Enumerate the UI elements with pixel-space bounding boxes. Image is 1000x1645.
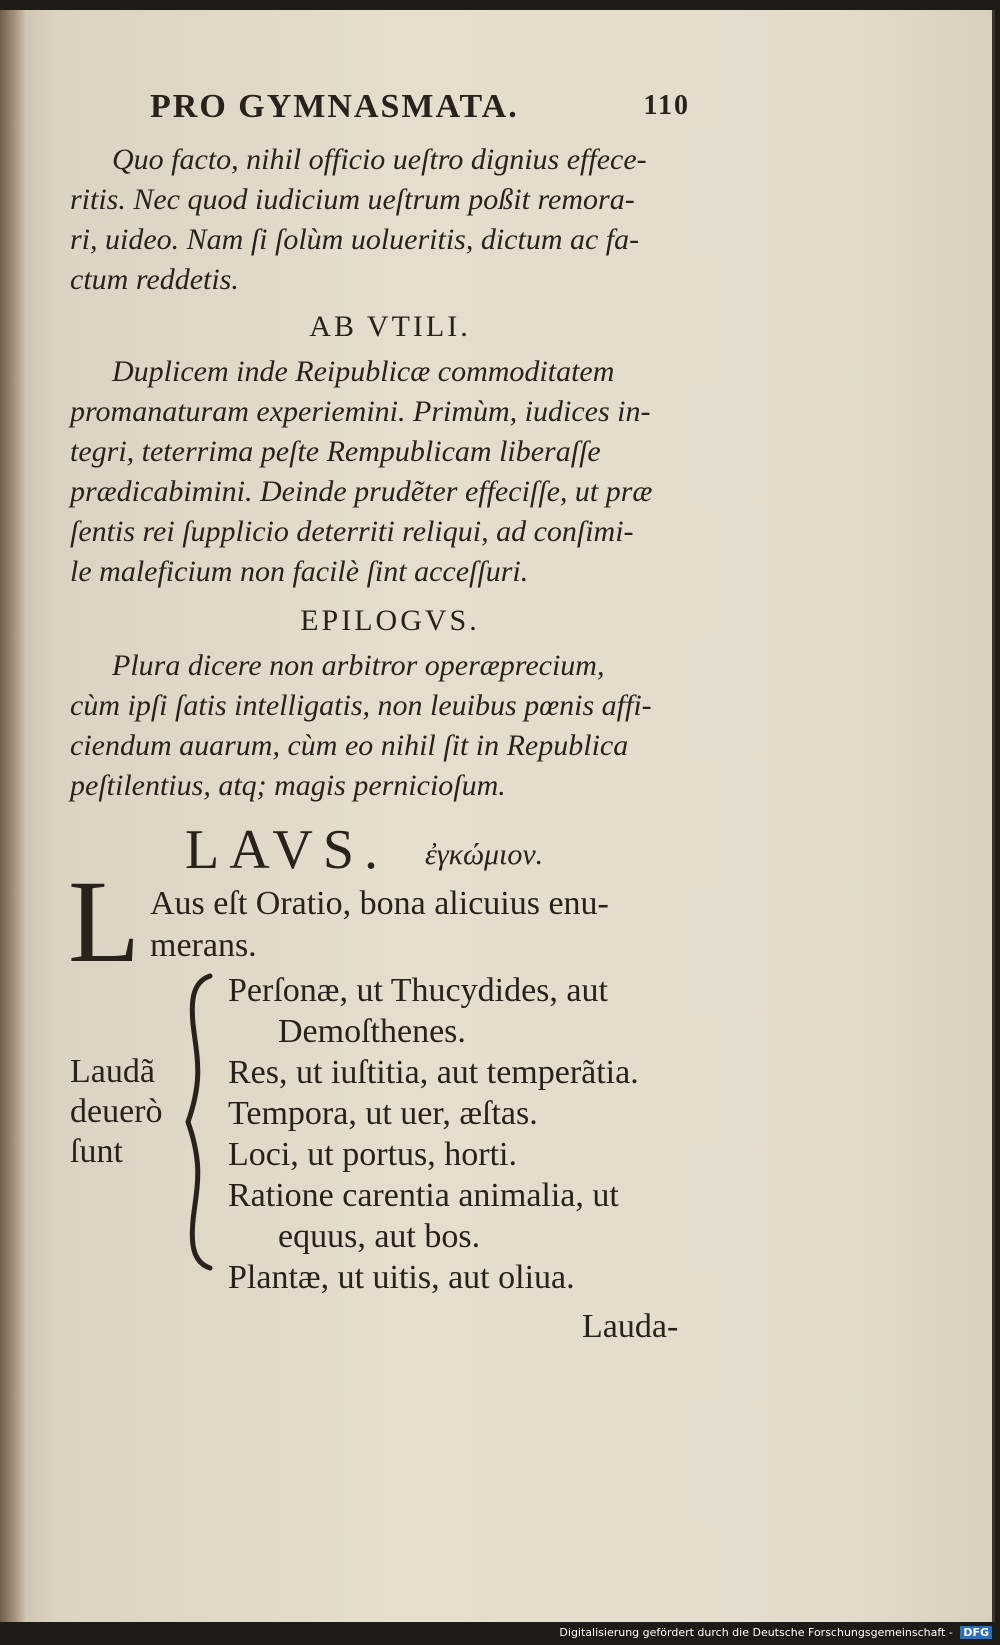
list-item: Loci, ut portus, horti. [228,1136,517,1173]
definition-line-1: Aus eſt Oratio, bona alicuius enu- [150,885,609,922]
heading-epilogus: EPILOGVS. [300,604,480,637]
paragraph-1 [70,140,710,300]
side-label-line: ſunt [70,1133,123,1170]
list-item: Ratione carentia animalia, ut [228,1177,619,1214]
text-line: le maleficium non facilè ſint acceſſuri. [70,555,529,588]
text-line: Quo facto, nihil officio ueſtro dignius effece- [112,143,647,176]
definition-line-2: merans. [150,927,257,964]
laudanda-list [228,970,728,1298]
greek-term: ἐγκώμιον. [425,838,544,871]
text-line: promanaturam experiemini. Primùm, iudices in- [70,395,651,428]
text-line: ritis. Nec quod iudicium ueſtrum poßit remora- [70,183,635,216]
text-line: ciendum auarum, cùm eo nihil ſit in Republica [70,729,629,762]
text-line: ri, uideo. Nam ſi ſolùm uolueritis, dictum ac fa- [70,223,640,256]
catchword: Lauda- [582,1308,679,1345]
paragraph-2 [70,352,710,592]
list-item: Perſonæ, ut Thucydides, aut [228,972,608,1009]
text-line: prædicabimini. Deinde prudẽter effeciſſe, ut præ [70,475,653,508]
text-line: ctum reddetis. [70,263,239,296]
page-gutter-shadow [0,10,26,1622]
text-line: Plura dicere non arbitror operæprecium, [112,649,605,682]
running-title: PRO GYMNASMATA. [150,88,519,125]
paragraph-3 [70,646,710,806]
side-label-line: Laudã [70,1053,155,1090]
list-item: Tempora, ut uer, æſtas. [228,1095,538,1132]
text-line: cùm ipſi ſatis intelligatis, non leuibus pœnis affi- [70,689,652,722]
text-line: Duplicem inde Reipublicæ commoditatem [112,355,615,388]
list-item: Res, ut iuſtitia, aut temperãtia. [228,1054,639,1091]
list-item-continuation: equus, aut bos. [278,1218,481,1255]
side-label-line: deuerò [70,1093,163,1130]
text-line: ſentis rei ſupplicio deterriti reliqui, ad conſimi- [70,515,634,548]
text-line: peſtilentius, atq; magis pernicioſum. [70,769,506,802]
drop-cap: L [68,856,141,987]
text-line: tegri, teterrima peſte Rempublicam liberaſſe [70,435,601,468]
dfg-logo: DFG [960,1626,992,1639]
section-title-laus: LAVS. [185,819,389,881]
list-item-continuation: Demoſthenes. [278,1013,466,1050]
heading-ab-utili: AB VTILI. [309,310,471,343]
page-header [150,88,690,132]
footer-credit: Digitalisierung gefördert durch die Deutsche Forschungsgemeinschaft - [559,1626,953,1639]
list-item: Plantæ, ut uitis, aut oliua. [228,1259,575,1296]
digitization-footer [559,1626,992,1642]
folio-number: 110 [643,90,690,121]
curly-brace-icon [180,972,220,1272]
